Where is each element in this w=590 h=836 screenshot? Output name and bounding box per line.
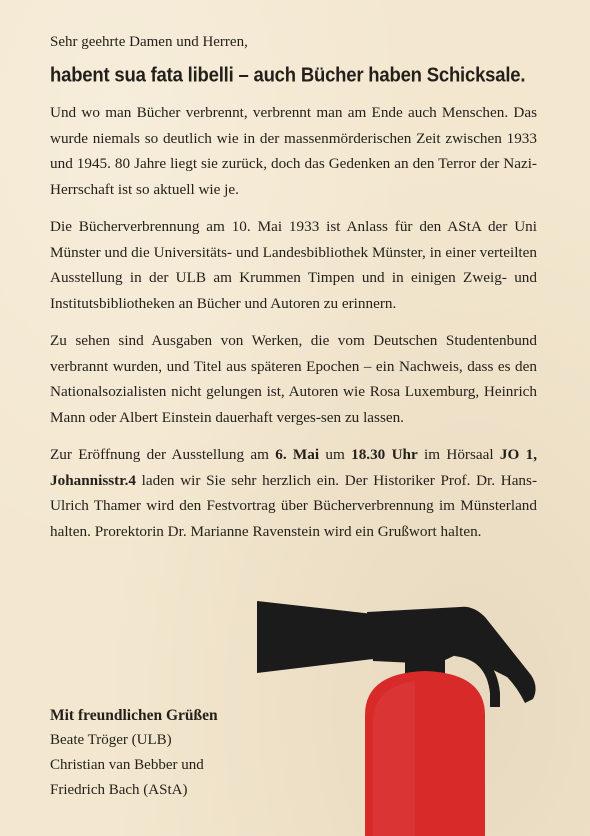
signer-name: Friedrich Bach (AStA) [50, 782, 188, 798]
invitation-text: laden wir Sie sehr herzlich ein. Der Historiker Prof. Dr. Hans-Ulrich Thamer wird den Festvortrag über Bücherverbrennung im Münsterland halten. Prorektorin Dr. Marianne Ravenstein wird ein Grußwort halten. [50, 471, 537, 540]
event-location: JO 1, Johannisstr.4 [50, 446, 538, 489]
salutation: Sehr geehrte Damen und Herren, [50, 34, 248, 50]
invitation-text: Zur Eröffnung der Ausstellung am [50, 446, 276, 463]
headline: habent sua fata libelli – auch Bücher haben Schicksale. [50, 62, 526, 86]
extinguisher-nozzle [257, 601, 373, 673]
paragraph-intro: Und wo man Bücher verbrennt, verbrennt man am Ende auch Menschen. Das wurde niemals so deutlich wie in der massenmörderischen Zeit zwischen 1933 und 1945. 80 Jahre liegt sie zurück, doch das Gedenken an den Terror der Nazi-Herrschaft ist so aktuell wie je. [50, 104, 537, 198]
event-time: 18.30 Uhr [351, 446, 418, 463]
paragraph-occasion: Die Bücherverbrennung am 10. Mai 1933 ist Anlass für den AStA der Uni Münster und die Universitäts- und Landesbibliothek Münster, in einer verteilten Ausstellung in der ULB am Krummen Timpen und in einigen Zweig- und Institutsbibliotheken an Bücher und Autoren zu erinnern. [50, 218, 537, 312]
letter-body [50, 32, 537, 556]
event-date: 6. Mai [275, 446, 320, 463]
invitation-text: im Hörsaal [417, 446, 500, 463]
fire-extinguisher-icon [255, 575, 555, 836]
paragraph-exhibits: Zu sehen sind Ausgaben von Werken, die vom Deutschen Studentenbund verbrannt wurden, und Titel aus späteren Epochen – ein Nachweis, dass es den Nationalsozialisten nicht gelungen ist, Autoren wie Rosa Luxemburg, Heinrich Mann oder Albert Einstein dauerhaft verges-sen zu lassen. [50, 332, 537, 426]
signer-name: Beate Tröger (ULB) [50, 732, 172, 748]
paragraph-invitation [50, 442, 537, 544]
closing-greeting: Mit freundlichen Grüßen [50, 707, 218, 724]
invitation-text: um [319, 446, 352, 463]
closing-block [50, 703, 218, 803]
signer-name: Christian van Bebber und [50, 757, 204, 773]
